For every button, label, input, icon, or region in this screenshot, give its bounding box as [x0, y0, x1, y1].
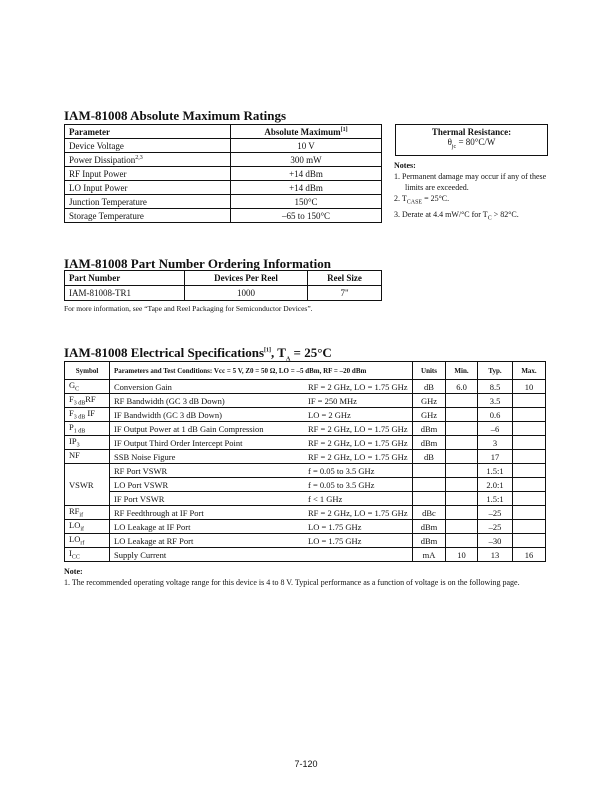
max [513, 436, 546, 450]
units [413, 492, 446, 506]
col-header: Parameter [65, 125, 231, 139]
absolute-maximum: 10 V [231, 139, 382, 153]
min [446, 478, 478, 492]
absolute-maximum: +14 dBm [231, 167, 382, 181]
absolute-maximum: 150°C [231, 195, 382, 209]
test-condition: IF = 250 MHz [304, 394, 413, 408]
abs-max-notes [394, 160, 554, 224]
min: 10 [446, 548, 478, 562]
parameter: Device Voltage [65, 139, 231, 153]
min: 6.0 [446, 380, 478, 394]
col-header: Typ. [478, 362, 513, 380]
parameter: IF Port VSWR [110, 492, 305, 506]
max [513, 394, 546, 408]
col-header: Max. [513, 362, 546, 380]
typ: 8.5 [478, 380, 513, 394]
note-3: 3. Derate at 4.4 mW/°C for $T_C > 82^\circ C$. [394, 209, 519, 222]
absolute-maximum: –65 to 150°C [231, 209, 382, 223]
table-row [65, 478, 546, 492]
note-1: 1. The recommended operating voltage range for this device is 4 to 8 V. Typical performance as a function of voltage is on the following page. [64, 578, 520, 587]
max [513, 520, 546, 534]
abs-max-table [64, 124, 382, 223]
max [513, 492, 546, 506]
electrical-specs-table [64, 361, 546, 562]
note-1: 1. Permanent damage may occur if any of these limits are exceeded. [394, 172, 547, 192]
max: 10 [513, 380, 546, 394]
parameter: IF Bandwidth (GC 3 dB Down) [110, 408, 305, 422]
table-row [65, 548, 546, 562]
absolute-maximum: 300 mW [231, 153, 382, 167]
max [513, 506, 546, 520]
min [446, 422, 478, 436]
table-row [65, 450, 546, 464]
typ: 0.6 [478, 408, 513, 422]
ordering-note: For more information, see “Tape and Reel Packaging for Semiconductor Devices”. [64, 304, 313, 313]
symbol: $P_{1 dB}$ [65, 422, 110, 436]
table-row [65, 436, 546, 450]
devices-per-reel: 1000 [185, 286, 308, 301]
note-2: 2. $T_{CASE} = 25^\circ C$. [394, 194, 450, 206]
symbol: $LO_{rf}$ [65, 534, 110, 548]
col-header: Reel Size [308, 271, 382, 286]
min [446, 520, 478, 534]
thermal-heading: Thermal Resistance: [431, 127, 512, 137]
typ: 13 [478, 548, 513, 562]
col-header: Min. [446, 362, 478, 380]
test-condition: RF = 2 GHz, LO = 1.75 GHz [304, 380, 413, 394]
table-row [65, 153, 382, 167]
table-row [65, 286, 382, 301]
table-row [65, 380, 546, 394]
symbol: $I_{CC}$ [65, 548, 110, 562]
parameter: LO Leakage at IF Port [110, 520, 305, 534]
reel-size: 7" [308, 286, 382, 301]
test-condition: RF = 2 GHz, LO = 1.75 GHz [304, 436, 413, 450]
units: dBm [413, 534, 446, 548]
thermal-resistance-box [395, 124, 548, 156]
typ: –25 [478, 520, 513, 534]
parameter: SSB Noise Figure [110, 450, 305, 464]
typ: –25 [478, 506, 513, 520]
units: dBc [413, 506, 446, 520]
test-condition: LO = 1.75 GHz [304, 534, 413, 548]
typ: –30 [478, 534, 513, 548]
col-header: Devices Per Reel [185, 271, 308, 286]
thermal-value: $\theta_{jc} = 80^\circ C/W$ [447, 137, 496, 150]
table-row [65, 492, 546, 506]
min [446, 436, 478, 450]
typ: 1.5:1 [478, 464, 513, 478]
test-condition: f = 0.05 to 3.5 GHz [304, 478, 413, 492]
parameter: LO Input Power [65, 181, 231, 195]
symbol: NF [65, 450, 110, 464]
test-condition: LO = 1.75 GHz [304, 520, 413, 534]
table-row [65, 139, 382, 153]
symbol: $G_C$ [65, 380, 110, 394]
symbol: $IP_3$ [65, 436, 110, 450]
table-row [65, 394, 546, 408]
max [513, 422, 546, 436]
page-number: 7-120 [294, 759, 318, 769]
typ: 17 [478, 450, 513, 464]
table-row [65, 181, 382, 195]
parameter: RF Bandwidth (GC 3 dB Down) [110, 394, 305, 408]
parameter: Power Dissipation$^{2,3}$ [65, 153, 231, 167]
parameter: IF Output Power at 1 dB Gain Compression [110, 422, 305, 436]
col-header: Part Number [65, 271, 185, 286]
symbol: VSWR [65, 464, 110, 506]
units: dB [413, 380, 446, 394]
col-header: Symbol [65, 362, 110, 380]
parameter: IF Output Third Order Intercept Point [110, 436, 305, 450]
note-heading: Note: [64, 567, 83, 576]
max [513, 478, 546, 492]
parameter: Storage Temperature [65, 209, 231, 223]
table-row [65, 520, 546, 534]
parameter: Supply Current [110, 548, 305, 562]
units: dBm [413, 520, 446, 534]
typ: 3.5 [478, 394, 513, 408]
part-number: IAM-81008-TR1 [65, 286, 185, 301]
parameter: RF Feedthrough at IF Port [110, 506, 305, 520]
test-condition: f = 0.05 to 3.5 GHz [304, 464, 413, 478]
min [446, 506, 478, 520]
units: mA [413, 548, 446, 562]
table-row [65, 408, 546, 422]
min [446, 464, 478, 478]
table-row [65, 422, 546, 436]
units: dB [413, 450, 446, 464]
elec-note [64, 566, 548, 588]
ordering-table [64, 270, 382, 301]
units [413, 464, 446, 478]
elec-title: IAM-81008 Electrical Specifications[1], $T_A = 25^\circ C$ [64, 345, 332, 363]
units: dBm [413, 422, 446, 436]
min [446, 408, 478, 422]
parameter: LO Leakage at RF Port [110, 534, 305, 548]
test-condition: RF = 2 GHz, LO = 1.75 GHz [304, 506, 413, 520]
units: dBm [413, 436, 446, 450]
col-header: Units [413, 362, 446, 380]
abs-max-title: IAM-81008 Absolute Maximum Ratings [64, 108, 287, 123]
table-row [65, 506, 546, 520]
table-row [65, 464, 546, 478]
max [513, 450, 546, 464]
parameter: Conversion Gain [110, 380, 305, 394]
symbol: $LO_{if}$ [65, 520, 110, 534]
min [446, 394, 478, 408]
symbol: $RF_{if}$ [65, 506, 110, 520]
ordering-title: IAM-81008 Part Number Ordering Information [64, 256, 331, 271]
parameter: RF Input Power [65, 167, 231, 181]
typ: 3 [478, 436, 513, 450]
min [446, 450, 478, 464]
units: GHz [413, 394, 446, 408]
max: 16 [513, 548, 546, 562]
table-row [65, 209, 382, 223]
max [513, 408, 546, 422]
max [513, 464, 546, 478]
units [413, 478, 446, 492]
test-condition: f < 1 GHz [304, 492, 413, 506]
symbol: $F_{3 dB}$ IF [65, 408, 110, 422]
max [513, 534, 546, 548]
col-header: Absolute Maximum[1] [231, 125, 382, 139]
parameter: RF Port VSWR [110, 464, 305, 478]
test-condition: RF = 2 GHz, LO = 1.75 GHz [304, 422, 413, 436]
absolute-maximum: +14 dBm [231, 181, 382, 195]
test-condition: RF = 2 GHz, LO = 1.75 GHz [304, 450, 413, 464]
typ: 1.5:1 [478, 492, 513, 506]
test-condition [304, 548, 413, 562]
test-condition: LO = 2 GHz [304, 408, 413, 422]
symbol: $F_{3 dB}RF$ [65, 394, 110, 408]
table-row [65, 534, 546, 548]
parameter: Junction Temperature [65, 195, 231, 209]
min [446, 534, 478, 548]
table-row [65, 195, 382, 209]
parameter: LO Port VSWR [110, 478, 305, 492]
col-header: Parameters and Test Conditions: Vcc = 5 V, Z0 = 50 Ω, LO = –5 dBm, RF = –20 dBm [110, 362, 413, 380]
units: GHz [413, 408, 446, 422]
min [446, 492, 478, 506]
table-row [65, 167, 382, 181]
typ: 2.0:1 [478, 478, 513, 492]
typ: –6 [478, 422, 513, 436]
notes-heading: Notes: [394, 161, 416, 170]
